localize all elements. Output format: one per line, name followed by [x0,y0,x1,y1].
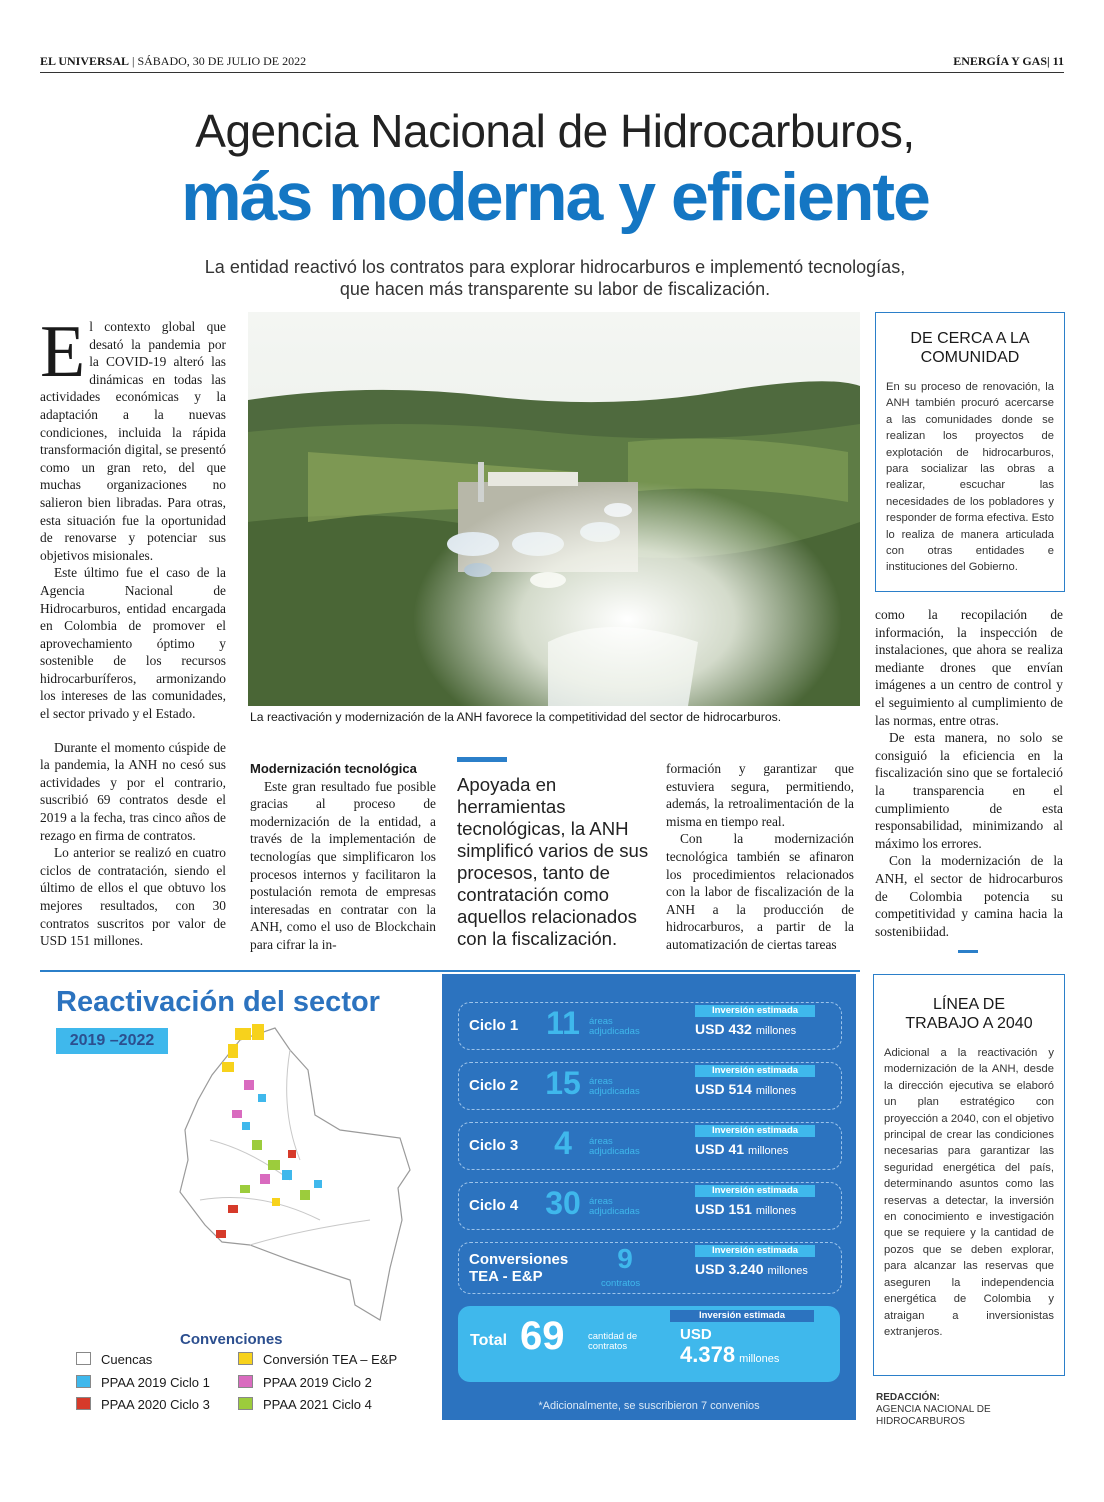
masthead-right: ENERGÍA Y GAS| 11 [953,54,1064,68]
aerial-photo [248,312,860,706]
amount-unit: millones [755,1025,797,1037]
amount-unit: millones [739,1353,780,1365]
swatch [238,1375,253,1388]
paragraph-text: l contexto global que desató la pandemia por la COVID-19 alteró las dinámicas en todas las actividades económicas y la adaptación a la nuevas condiciones, incluida la rápida transformación digital, se presentó como un gran reto, del que muchas organizaciones no salieron bien libradas. Para otras, esta situación fue la oportunidad de renovarse y potenciar sus objetivos misionales. [40,319,226,563]
dek-line2: que hacen más transparente su labor de fiscalización. [339,279,771,299]
cycle-areas-count: 4 [554,1125,572,1161]
swatch [76,1352,91,1365]
amount-value: USD 41 [695,1141,745,1157]
conversion-row [458,1242,842,1294]
total-unit [588,1332,637,1352]
swatch [238,1352,253,1365]
investment-label: Inversión estimada [670,1310,814,1322]
paragraph: Con la modernización tecnológica también se afinaron los procedimientos relacionados con la labor de fiscalización de la ANH a la producción de hidrocarburos, a partir de la automatización de ciertas tareas [666,831,854,952]
swatch [238,1397,253,1410]
swatch [76,1397,91,1410]
paragraph: como la recopilación de información, la inspección de instalaciones, que ahora se realiza mediante drones que envían imágenes a un centro de control y el seguimiento al cumplimiento de las normas, entre otras. [875,607,1063,728]
investment-label: Inversión estimada [695,1065,815,1077]
investment-label: Inversión estimada [695,1185,815,1197]
paper-name: EL UNIVERSAL [40,54,130,68]
cycle-row [458,1182,842,1230]
legend-label: Cuencas [101,1352,153,1367]
paragraph [40,311,226,564]
sidebar-2040 [873,974,1065,1376]
years-badge: 2019 –2022 [56,1028,168,1054]
legend-label: PPAA 2021 Ciclo 4 [263,1397,372,1412]
legend-item [76,1352,152,1367]
sidebar-body: Adicional a la reactivación y modernización de la ANH, desde la dirección ejecutiva se elaboró un plan estratégico con proyección a 2040, con el objetivo principal de crear las condiciones necesarias para garantizar las seguridad energética del país, determinando asuntos como las reservas a detectar, la inversión en conocimiento e investigación que se requiere y la cantidad de pozos que se deben explorar, para alcanzar las reservas que aseguren la independencia energética de Colombia y atraigan a inversionistas extranjeros. [884,1047,1054,1338]
conversion-unit: contratos [601,1278,641,1289]
page-number: 11 [1052,54,1064,68]
sidebar-accent [958,950,978,953]
amount-unit: millones [767,1265,808,1277]
investment-label: Inversión estimada [695,1005,815,1017]
article-column-4 [875,606,1063,940]
total-unit-line1: cantidad de [588,1331,638,1342]
amount-value: USD 514 [695,1081,752,1097]
paragraph: Con la modernización de la ANH, el sector de hidrocarburos de Colombia potencia su competitividad y camina hacia la sostenibiidad. [875,853,1063,939]
article-column-3 [666,760,854,954]
article-column-1 [40,311,226,950]
issue-date: SÁBADO, 30 DE JULIO DE 2022 [137,54,307,68]
amount-value: USD 432 [695,1021,752,1037]
cycle-areas-count: 15 [545,1065,581,1101]
colombia-map [140,1020,440,1340]
total-count: 69 [520,1314,565,1358]
amount-unit: millones [755,1205,797,1217]
areas-label [589,1197,640,1217]
paragraph: De esta manera, no solo se consiguió la eficiencia en la fiscalización sino que se fortaleció la transparencia en el cumplimiento de esta responsabilidad, minimizando al máximo los errores. [875,730,1063,851]
legend-item [76,1397,210,1412]
investment-amount [695,1201,855,1219]
areas-label-line1: áreas [589,1196,613,1207]
headline-line2: más moderna y eficiente [181,159,929,235]
cycle-name: Ciclo 1 [469,1017,519,1034]
investment-amount [695,1021,855,1039]
amount-value: USD 3.240 [695,1261,764,1277]
paragraph: Este gran resultado fue posible gracias al proceso de modernización de la entidad, a través de la implementación de tecnologías que simplificaron los procesos internos y facilitaron la postulación remota de empresas interesadas en contratar con la ANH, como el uso de Blockchain para cifrar la in- [250,778,436,952]
investment-amount [695,1141,855,1159]
dek [140,256,970,300]
investment-amount [695,1081,855,1099]
areas-label-line1: áreas [589,1076,613,1087]
legend-label: Conversión TEA – E&P [263,1352,398,1367]
headline-line1: Agencia Nacional de Hidrocarburos, [195,105,915,157]
pullquote: Apoyada en herramientas tecnológicas, la ANH simplificó varios de sus procesos, tanto de contratación como aquellos relacionados con la fiscalización. [457,774,649,949]
masthead-left: EL UNIVERSAL | SÁBADO, 30 DE JULIO DE 2022 [40,54,307,68]
total-box [458,1306,840,1382]
article-column-2 [250,760,436,954]
total-amount [680,1342,779,1368]
sidebar-body: En su proceso de renovación, la ANH también procuró acercarse a las comunidades donde se realizan los proyectos de explotación de hidrocarburos, para socializar las obras a realizar, escuchar las necesidades de los pobladores y responder de forma efectiva. Esto lo realiza de manera articulada con otras entidades e instituciones del Gobierno. [886,381,1054,574]
cycle-name: Ciclo 2 [469,1077,519,1094]
cycle-name: Ciclo 4 [469,1197,519,1214]
legend-label: PPAA 2019 Ciclo 2 [263,1375,372,1390]
sidebar-title: DE CERCA A LA COMUNIDAD [910,330,1030,366]
legend-label: PPAA 2020 Ciclo 3 [101,1397,210,1412]
footnote: *Adicionalmente, se suscribieron 7 convenios [538,1400,760,1412]
photo-caption: La reactivación y modernización de la ANH favorece la competitividad del sector de hidrocarburos. [250,710,782,724]
paragraph: formación y garantizar que estuviera segura, permitiendo, además, la retroalimentación de la misma en tiempo real. [666,761,854,829]
conversion-name [469,1251,568,1285]
areas-label-line2: adjudicadas [589,1146,640,1157]
investment-amount [695,1261,855,1279]
legend-label: PPAA 2019 Ciclo 1 [101,1375,210,1390]
areas-label-line1: áreas [589,1136,613,1147]
credit-label: REDACCIÓN: [876,1392,940,1403]
investment-label: Inversión estimada [695,1245,815,1257]
cycle-row [458,1002,842,1050]
areas-label-line2: adjudicadas [589,1086,640,1097]
pullquote-bar [457,757,507,762]
paragraph: Este último fue el caso de la Agencia Nacional de Hidrocarburos, entidad encargada en Colombia de promover el aprovechamiento óptimo y sostenible de los recursos hidrocarburíferos, armonizando los intereses de las comunidades, el sector privado y el Estado. [40,565,226,722]
amount-unit: millones [755,1085,797,1097]
legend-item [238,1397,372,1412]
paragraph: Durante el momento cúspide de la pandemia, la ANH no cesó sus actividades y por el contrario, suscribió 69 contratos desde el 2019 a la fecha, tras cinco años de rezago en firma de contratos. [40,739,226,843]
drop-cap: E [40,311,86,393]
conversion-count: 9 [617,1243,633,1274]
cycle-areas-count: 11 [546,1005,580,1041]
sidebar-community [875,312,1065,592]
legend-item [238,1375,372,1390]
section-name: ENERGÍA Y GAS [953,54,1047,68]
cycle-areas-count: 30 [545,1185,581,1221]
legend-item [238,1352,397,1367]
legend-item [76,1375,210,1390]
sidebar-title: LÍNEA DE TRABAJO A 2040 [905,996,1033,1032]
paragraph: Lo anterior se realizó en cuatro ciclos de contratación, siendo el último de ellos el que obtuvo los mejores resultados, con 30 contratos suscritos por valor de USD 151 millones. [40,845,226,949]
swatch [76,1375,91,1388]
total-amount-currency: USD [680,1326,712,1343]
conversion-name-line2: TEA - E&P [469,1268,543,1285]
areas-label [589,1077,640,1097]
amount-value: USD 151 [695,1201,752,1217]
areas-label-line2: adjudicadas [589,1026,640,1037]
infographic-title: Reactivación del sector [56,986,380,1018]
areas-label [589,1137,640,1157]
investment-label: Inversión estimada [695,1125,815,1137]
masthead [40,54,1064,73]
areas-label-line1: áreas [589,1016,613,1027]
total-label: Total [470,1332,508,1349]
conversion-name-line1: Conversiones [469,1251,569,1268]
cycle-name: Ciclo 3 [469,1137,519,1154]
cycle-row [458,1122,842,1170]
total-unit-line2: contratos [588,1341,628,1352]
section-divider [40,970,860,972]
dek-line1: La entidad reactivó los contratos para explorar hidrocarburos e implementó tecnologías, [204,257,906,277]
amount-unit: millones [748,1145,789,1157]
investment-panel [442,974,856,1420]
cycle-row [458,1062,842,1110]
legend-title: Convenciones [180,1331,283,1348]
subheading: Modernización tecnológica [250,761,417,776]
amount-value: 4.378 [680,1342,736,1367]
areas-label-line2: adjudicadas [589,1206,640,1217]
areas-label [589,1017,640,1037]
credit-name: AGENCIA NACIONAL DE HIDROCARBUROS [876,1404,991,1427]
credit [876,1392,1076,1428]
